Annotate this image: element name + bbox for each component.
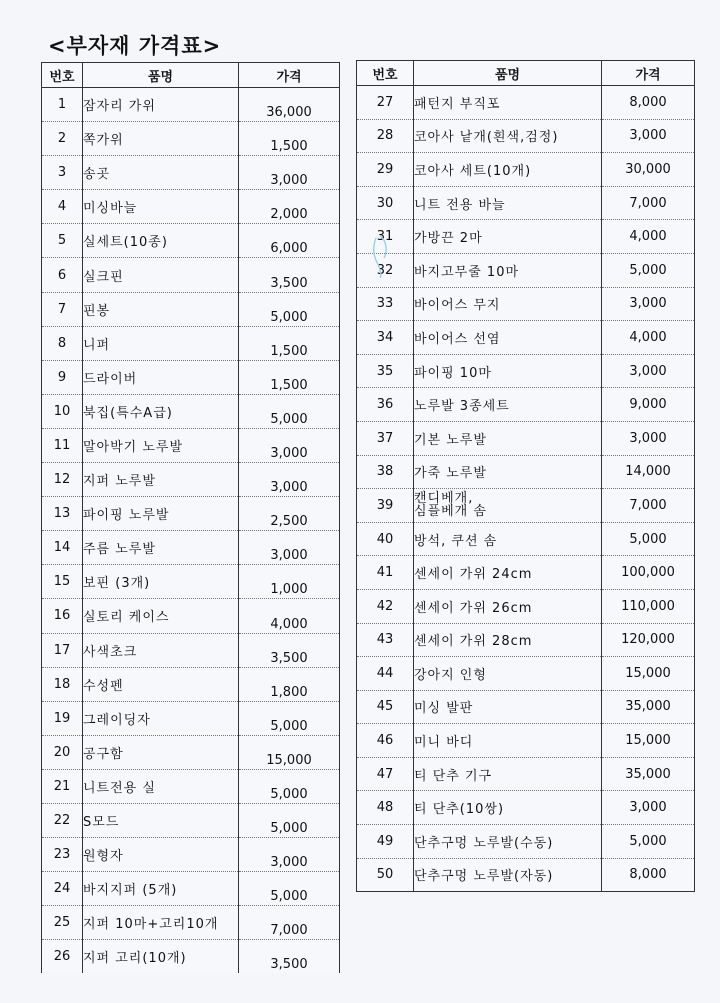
item-price: 5,000 [239, 872, 340, 906]
table-row [357, 388, 695, 422]
item-number: 37 [357, 421, 414, 455]
item-price: 3,000 [602, 354, 695, 388]
item-name: 그레이딩자 [83, 701, 239, 735]
item-number: 36 [357, 388, 414, 422]
item-price: 3,500 [239, 940, 340, 974]
item-name: 실토리 케이스 [83, 599, 239, 633]
item-name: 미니 바디 [414, 724, 602, 758]
item-name: 핀봉 [83, 292, 239, 326]
table-row [357, 791, 695, 825]
price-table-left [41, 62, 340, 973]
item-price: 3,000 [239, 428, 340, 462]
item-number: 33 [357, 287, 414, 321]
page-title: <부자재 가격표> [48, 34, 222, 58]
item-number: 42 [357, 589, 414, 623]
header-name: 품명 [414, 61, 602, 86]
table-row [357, 690, 695, 724]
table-row [357, 86, 695, 120]
item-price: 3,000 [602, 791, 695, 825]
item-number: 17 [42, 633, 83, 667]
table-row [42, 497, 340, 531]
item-name: S모드 [83, 803, 239, 837]
item-name: 보핀 (3개) [83, 565, 239, 599]
item-name: 코아사 낱개(흰색,검정) [414, 119, 602, 153]
item-number: 24 [42, 872, 83, 906]
item-name: 실세트(10종) [83, 224, 239, 258]
table-row [42, 122, 340, 156]
item-name: 실크핀 [83, 258, 239, 292]
item-price: 36,000 [239, 88, 340, 122]
item-price: 15,000 [602, 724, 695, 758]
table-row [42, 394, 340, 428]
item-price: 1,500 [239, 360, 340, 394]
item-number: 29 [357, 153, 414, 187]
item-number: 15 [42, 565, 83, 599]
item-price: 5,000 [239, 292, 340, 326]
table-row [42, 803, 340, 837]
header-no: 번호 [42, 63, 83, 88]
table-row [42, 906, 340, 940]
item-price: 15,000 [602, 657, 695, 691]
table-row [42, 292, 340, 326]
table-row [42, 838, 340, 872]
item-number: 32 [357, 253, 414, 287]
table-row [42, 701, 340, 735]
item-number: 41 [357, 556, 414, 590]
item-price: 2,000 [239, 190, 340, 224]
item-number: 19 [42, 701, 83, 735]
item-name: 노루발 3종세트 [414, 388, 602, 422]
item-name: 티 단추(10쌍) [414, 791, 602, 825]
header-price: 가격 [239, 63, 340, 88]
item-number: 3 [42, 156, 83, 190]
item-number: 49 [357, 825, 414, 859]
item-number: 45 [357, 690, 414, 724]
item-number: 22 [42, 803, 83, 837]
item-name: 코아사 세트(10개) [414, 153, 602, 187]
table-row [42, 565, 340, 599]
item-price: 1,000 [239, 565, 340, 599]
item-price: 3,000 [602, 119, 695, 153]
item-number: 25 [42, 906, 83, 940]
table-row [357, 825, 695, 859]
table-row [357, 556, 695, 590]
item-number: 1 [42, 88, 83, 122]
item-number: 9 [42, 360, 83, 394]
table-row [357, 354, 695, 388]
table-header-row [357, 61, 695, 86]
item-name: 가방끈 2마 [414, 220, 602, 254]
item-price: 3,000 [602, 421, 695, 455]
item-price: 35,000 [602, 690, 695, 724]
table-row [42, 599, 340, 633]
item-name: 기본 노루발 [414, 421, 602, 455]
item-name: 방석, 쿠션 솜 [414, 522, 602, 556]
item-number: 8 [42, 326, 83, 360]
item-number: 30 [357, 186, 414, 220]
table-row [357, 153, 695, 187]
item-name: 니트 전용 바늘 [414, 186, 602, 220]
table-row [357, 623, 695, 657]
table-row [357, 220, 695, 254]
item-price: 120,000 [602, 623, 695, 657]
table-row [357, 489, 695, 523]
item-price: 5,000 [602, 253, 695, 287]
table-header-row [42, 63, 340, 88]
table-row [357, 287, 695, 321]
item-number: 11 [42, 428, 83, 462]
item-number: 16 [42, 599, 83, 633]
item-price: 3,000 [602, 287, 695, 321]
item-number: 12 [42, 463, 83, 497]
item-number: 46 [357, 724, 414, 758]
item-name: 바지지퍼 (5개) [83, 872, 239, 906]
item-number: 10 [42, 394, 83, 428]
item-name: 지퍼 10마+고리10개 [83, 906, 239, 940]
table-row [42, 326, 340, 360]
table-row [42, 360, 340, 394]
item-number: 38 [357, 455, 414, 489]
item-name: 센세이 가위 28cm [414, 623, 602, 657]
table-row [357, 119, 695, 153]
table-row [357, 455, 695, 489]
item-name: 강아지 인형 [414, 657, 602, 691]
item-number: 26 [42, 940, 83, 974]
item-number: 13 [42, 497, 83, 531]
item-number: 34 [357, 321, 414, 355]
table-row [357, 724, 695, 758]
item-price: 5,000 [239, 803, 340, 837]
table-row [357, 657, 695, 691]
item-number: 18 [42, 667, 83, 701]
item-name: 바지고무줄 10마 [414, 253, 602, 287]
item-price: 8,000 [602, 858, 695, 892]
item-name: 수성펜 [83, 667, 239, 701]
price-table-right [356, 60, 695, 892]
item-name: 잠자리 가위 [83, 88, 239, 122]
item-price: 4,000 [239, 599, 340, 633]
item-price: 1,800 [239, 667, 340, 701]
item-number: 21 [42, 769, 83, 803]
item-name: 지퍼 노루발 [83, 463, 239, 497]
item-price: 3,000 [239, 156, 340, 190]
table-row [42, 258, 340, 292]
item-name: 캔디베개, 심플베개 솜 [414, 489, 602, 523]
item-price: 3,000 [239, 838, 340, 872]
item-name: 가죽 노루발 [414, 455, 602, 489]
header-no: 번호 [357, 61, 414, 86]
item-price: 9,000 [602, 388, 695, 422]
item-number: 44 [357, 657, 414, 691]
item-number: 14 [42, 531, 83, 565]
table-row [357, 186, 695, 220]
item-number: 48 [357, 791, 414, 825]
item-price: 5,000 [239, 394, 340, 428]
item-name: 파이핑 노루발 [83, 497, 239, 531]
item-name: 주름 노루발 [83, 531, 239, 565]
item-name: 바이어스 선염 [414, 321, 602, 355]
item-price: 3,500 [239, 633, 340, 667]
item-name: 원형자 [83, 838, 239, 872]
item-number: 4 [42, 190, 83, 224]
item-name: 단추구멍 노루발(자동) [414, 858, 602, 892]
item-number: 28 [357, 119, 414, 153]
item-name: 니트전용 실 [83, 769, 239, 803]
table-row [42, 735, 340, 769]
item-price: 14,000 [602, 455, 695, 489]
header-name: 품명 [83, 63, 239, 88]
item-name: 니퍼 [83, 326, 239, 360]
item-number: 40 [357, 522, 414, 556]
item-number: 31 [357, 220, 414, 254]
item-price: 2,500 [239, 497, 340, 531]
item-name: 사색초크 [83, 633, 239, 667]
item-name: 쪽가위 [83, 122, 239, 156]
item-number: 43 [357, 623, 414, 657]
item-price: 7,000 [602, 186, 695, 220]
item-price: 8,000 [602, 86, 695, 120]
item-name: 미싱 발판 [414, 690, 602, 724]
table-row [42, 872, 340, 906]
item-number: 47 [357, 757, 414, 791]
item-number: 7 [42, 292, 83, 326]
item-number: 27 [357, 86, 414, 120]
table-row [357, 522, 695, 556]
table-row [42, 769, 340, 803]
item-name: 센세이 가위 24cm [414, 556, 602, 590]
item-number: 6 [42, 258, 83, 292]
table-row [357, 253, 695, 287]
item-number: 23 [42, 838, 83, 872]
item-price: 5,000 [239, 701, 340, 735]
item-price: 35,000 [602, 757, 695, 791]
item-price: 3,000 [239, 531, 340, 565]
item-number: 2 [42, 122, 83, 156]
item-price: 5,000 [602, 522, 695, 556]
item-name: 바이어스 무지 [414, 287, 602, 321]
table-row [42, 463, 340, 497]
table-row [357, 858, 695, 892]
item-number: 35 [357, 354, 414, 388]
item-number: 20 [42, 735, 83, 769]
table-row [42, 88, 340, 122]
item-name: 지퍼 고리(10개) [83, 940, 239, 974]
item-price: 5,000 [239, 769, 340, 803]
item-name: 공구함 [83, 735, 239, 769]
item-price: 3,500 [239, 258, 340, 292]
table-row [42, 224, 340, 258]
item-price: 30,000 [602, 153, 695, 187]
item-price: 4,000 [602, 220, 695, 254]
item-name: 말아박기 노루발 [83, 428, 239, 462]
item-number: 39 [357, 489, 414, 523]
item-name: 송곳 [83, 156, 239, 190]
item-name: 티 단추 기구 [414, 757, 602, 791]
item-name: 북집(특수A급) [83, 394, 239, 428]
table-row [357, 589, 695, 623]
item-price: 100,000 [602, 556, 695, 590]
item-price: 1,500 [239, 326, 340, 360]
item-price: 7,000 [239, 906, 340, 940]
item-number: 5 [42, 224, 83, 258]
table-row [42, 940, 340, 974]
table-row [42, 190, 340, 224]
item-name: 패턴지 부직포 [414, 86, 602, 120]
handwritten-mark [370, 228, 392, 280]
item-price: 1,500 [239, 122, 340, 156]
table-row [42, 156, 340, 190]
item-name: 센세이 가위 26cm [414, 589, 602, 623]
table-row [42, 667, 340, 701]
item-price: 6,000 [239, 224, 340, 258]
item-number: 50 [357, 858, 414, 892]
table-row [357, 321, 695, 355]
item-price: 4,000 [602, 321, 695, 355]
item-name: 드라이버 [83, 360, 239, 394]
item-name: 단추구멍 노루발(수동) [414, 825, 602, 859]
table-row [357, 421, 695, 455]
table-row [42, 531, 340, 565]
item-price: 15,000 [239, 735, 340, 769]
item-name: 파이핑 10마 [414, 354, 602, 388]
item-price: 3,000 [239, 463, 340, 497]
item-name: 미싱바늘 [83, 190, 239, 224]
header-price: 가격 [602, 61, 695, 86]
item-price: 5,000 [602, 825, 695, 859]
item-price: 7,000 [602, 489, 695, 523]
table-row [42, 428, 340, 462]
item-price: 110,000 [602, 589, 695, 623]
table-row [42, 633, 340, 667]
table-row [357, 757, 695, 791]
